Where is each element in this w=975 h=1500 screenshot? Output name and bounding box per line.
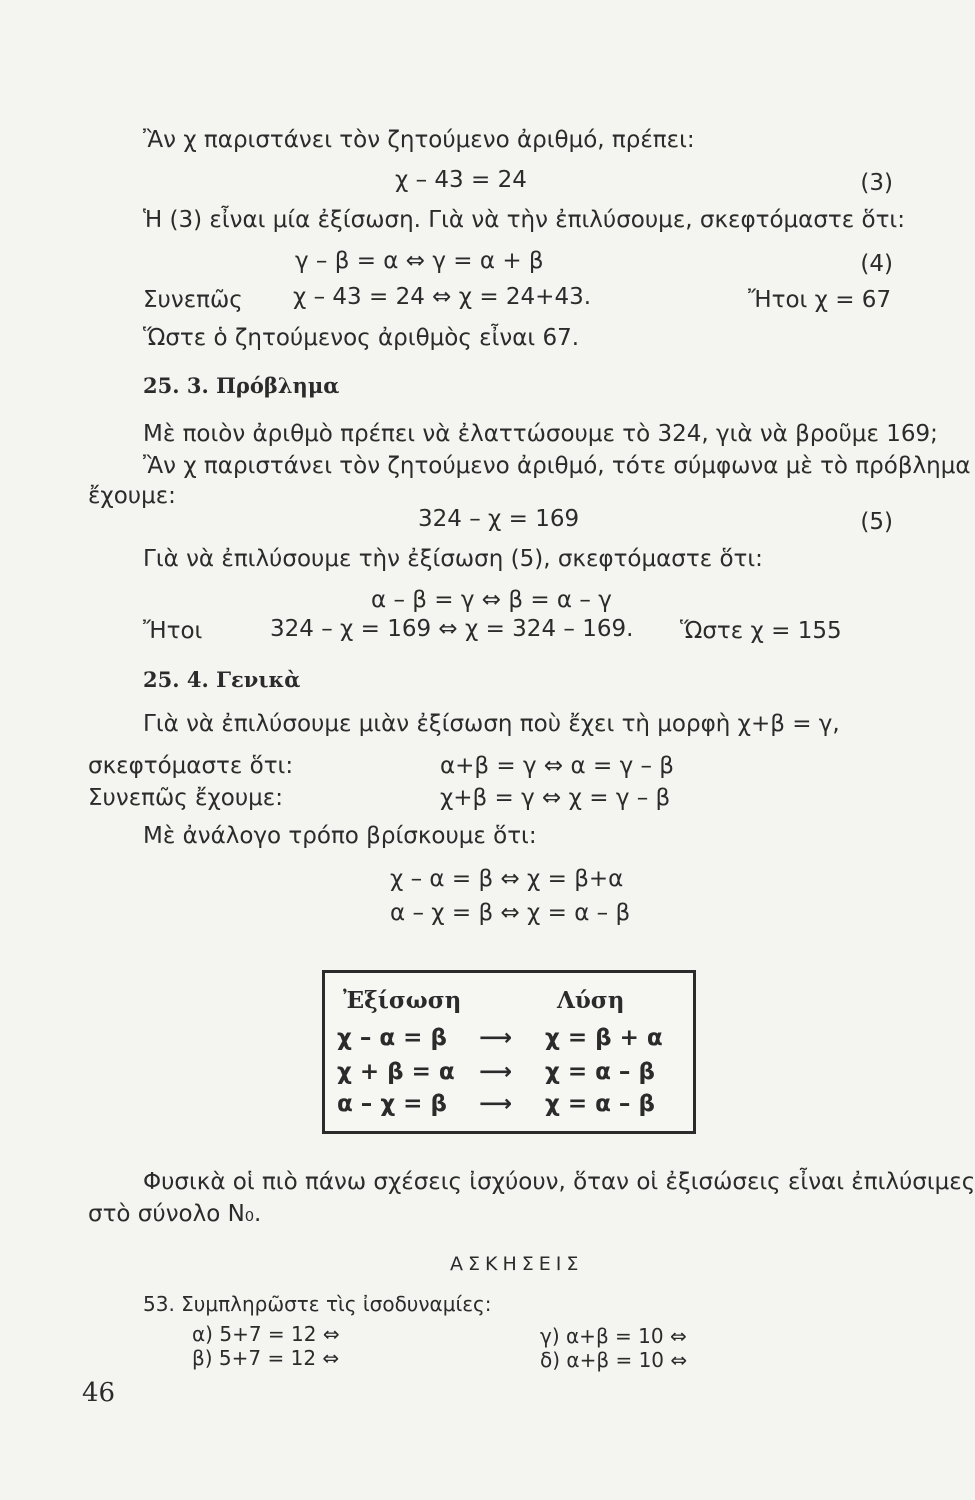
table-row-1-equation: χ – α = β	[337, 1025, 447, 1051]
conclusion-67: Ὥστε ὁ ζητούμενος ἀριθμὸς εἶναι 67.	[143, 325, 580, 351]
exercise-53-intro: 53. Συμπληρῶστε τὶς ἰσοδυναμίες:	[143, 1292, 492, 1316]
table-row-3-arrow: ⟶	[479, 1091, 512, 1117]
exercise-item-b: β) 5+7 = 12 ⇔	[192, 1346, 340, 1370]
general-line-2-equation: α+β = γ ⇔ α = γ – β	[440, 753, 674, 779]
equation-4: γ – β = α ⇔ γ = α + β	[295, 248, 544, 274]
table-header-equation: Ἐξίσωση	[343, 987, 462, 1014]
result-67: Ἤτοι χ = 67	[748, 287, 892, 313]
exercise-item-a: α) 5+7 = 12 ⇔	[192, 1322, 340, 1346]
section-heading-25-4: 25. 4. Γενικὰ	[143, 667, 301, 692]
equation-3-number: (3)	[860, 170, 893, 196]
consequently-equation: χ – 43 = 24 ⇔ χ = 24+43.	[293, 284, 592, 310]
exercises-title: ΑΣΚΗΣΕΙΣ	[450, 1253, 584, 1275]
result-155: Ὥστε χ = 155	[680, 618, 842, 644]
general-line-1: Γιὰ νὰ ἐπιλύσουμε μιὰν ἐξίσωση ποὺ ἔχει τὴ μορφὴ χ+β = γ,	[143, 711, 840, 737]
equation-statement: Ἡ (3) εἶναι μία ἐξίσωση. Γιὰ νὰ τὴν ἐπιλύσουμε, σκεφτόμαστε ὅτι:	[143, 207, 905, 233]
section-heading-25-3: 25. 3. Πρόβλημα	[143, 373, 340, 398]
general-line-3-equation: χ+β = γ ⇔ χ = γ – β	[440, 785, 671, 811]
equation-solution-table	[322, 970, 696, 1134]
general-equation-b: α – χ = β ⇔ χ = α – β	[390, 900, 631, 926]
table-row-1-solution: χ = β + α	[545, 1025, 663, 1051]
general-line-3-label: Συνεπῶς ἔχουμε:	[88, 785, 283, 811]
general-equation-a: χ – α = β ⇔ χ = β+α	[390, 866, 624, 892]
exercise-item-c: γ) α+β = 10 ⇔	[540, 1324, 687, 1348]
page-number: 46	[82, 1378, 116, 1408]
table-row-3-equation: α – χ = β	[337, 1091, 447, 1117]
equation-5-number: (5)	[860, 509, 893, 535]
problem-line-2: Ἂν χ παριστάνει τὸν ζητούμενο ἀριθμό, τότε σύμφωνα μὲ τὸ πρόβλημα	[143, 453, 971, 479]
equation-3: χ – 43 = 24	[395, 167, 527, 193]
hence-label: Ἤτοι	[143, 618, 203, 644]
consequently-label: Συνεπῶς	[143, 287, 243, 313]
problem-line-3: ἔχουμε:	[88, 483, 176, 509]
table-row-3-solution: χ = α – β	[545, 1091, 655, 1117]
table-row-2-equation: χ + β = α	[337, 1059, 455, 1085]
table-row-2-solution: χ = α – β	[545, 1059, 655, 1085]
intro-line: Ἂν χ παριστάνει τὸν ζητούμενο ἀριθμό, πρέπει:	[143, 127, 695, 153]
exercise-item-d: δ) α+β = 10 ⇔	[540, 1348, 688, 1372]
table-row-2-arrow: ⟶	[479, 1059, 512, 1085]
table-header-solution: Λύση	[557, 987, 625, 1014]
closing-line-2: στὸ σύνολο N₀.	[88, 1201, 262, 1227]
closing-line-1: Φυσικὰ οἱ πιὸ πάνω σχέσεις ἰσχύουν, ὅταν οἱ ἐξισώσεις εἶναι ἐπιλύσιμες	[143, 1169, 975, 1195]
general-line-4: Μὲ ἀνάλογο τρόπο βρίσκουμε ὅτι:	[143, 823, 537, 849]
hence-equation: 324 – χ = 169 ⇔ χ = 324 – 169.	[270, 616, 634, 642]
table-row-1-arrow: ⟶	[479, 1025, 512, 1051]
equation-4-number: (4)	[860, 251, 893, 277]
solve-eq5-line: Γιὰ νὰ ἐπιλύσουμε τὴν ἐξίσωση (5), σκεφτόμαστε ὅτι:	[143, 546, 763, 572]
equation-5: 324 – χ = 169	[418, 506, 580, 532]
general-line-2-label: σκεφτόμαστε ὅτι:	[88, 753, 294, 779]
equation-6: α – β = γ ⇔ β = α – γ	[371, 587, 612, 613]
problem-statement: Μὲ ποιὸν ἀριθμὸ πρέπει νὰ ἐλαττώσουμε τὸ 324, γιὰ νὰ βροῦμε 169;	[143, 421, 938, 447]
